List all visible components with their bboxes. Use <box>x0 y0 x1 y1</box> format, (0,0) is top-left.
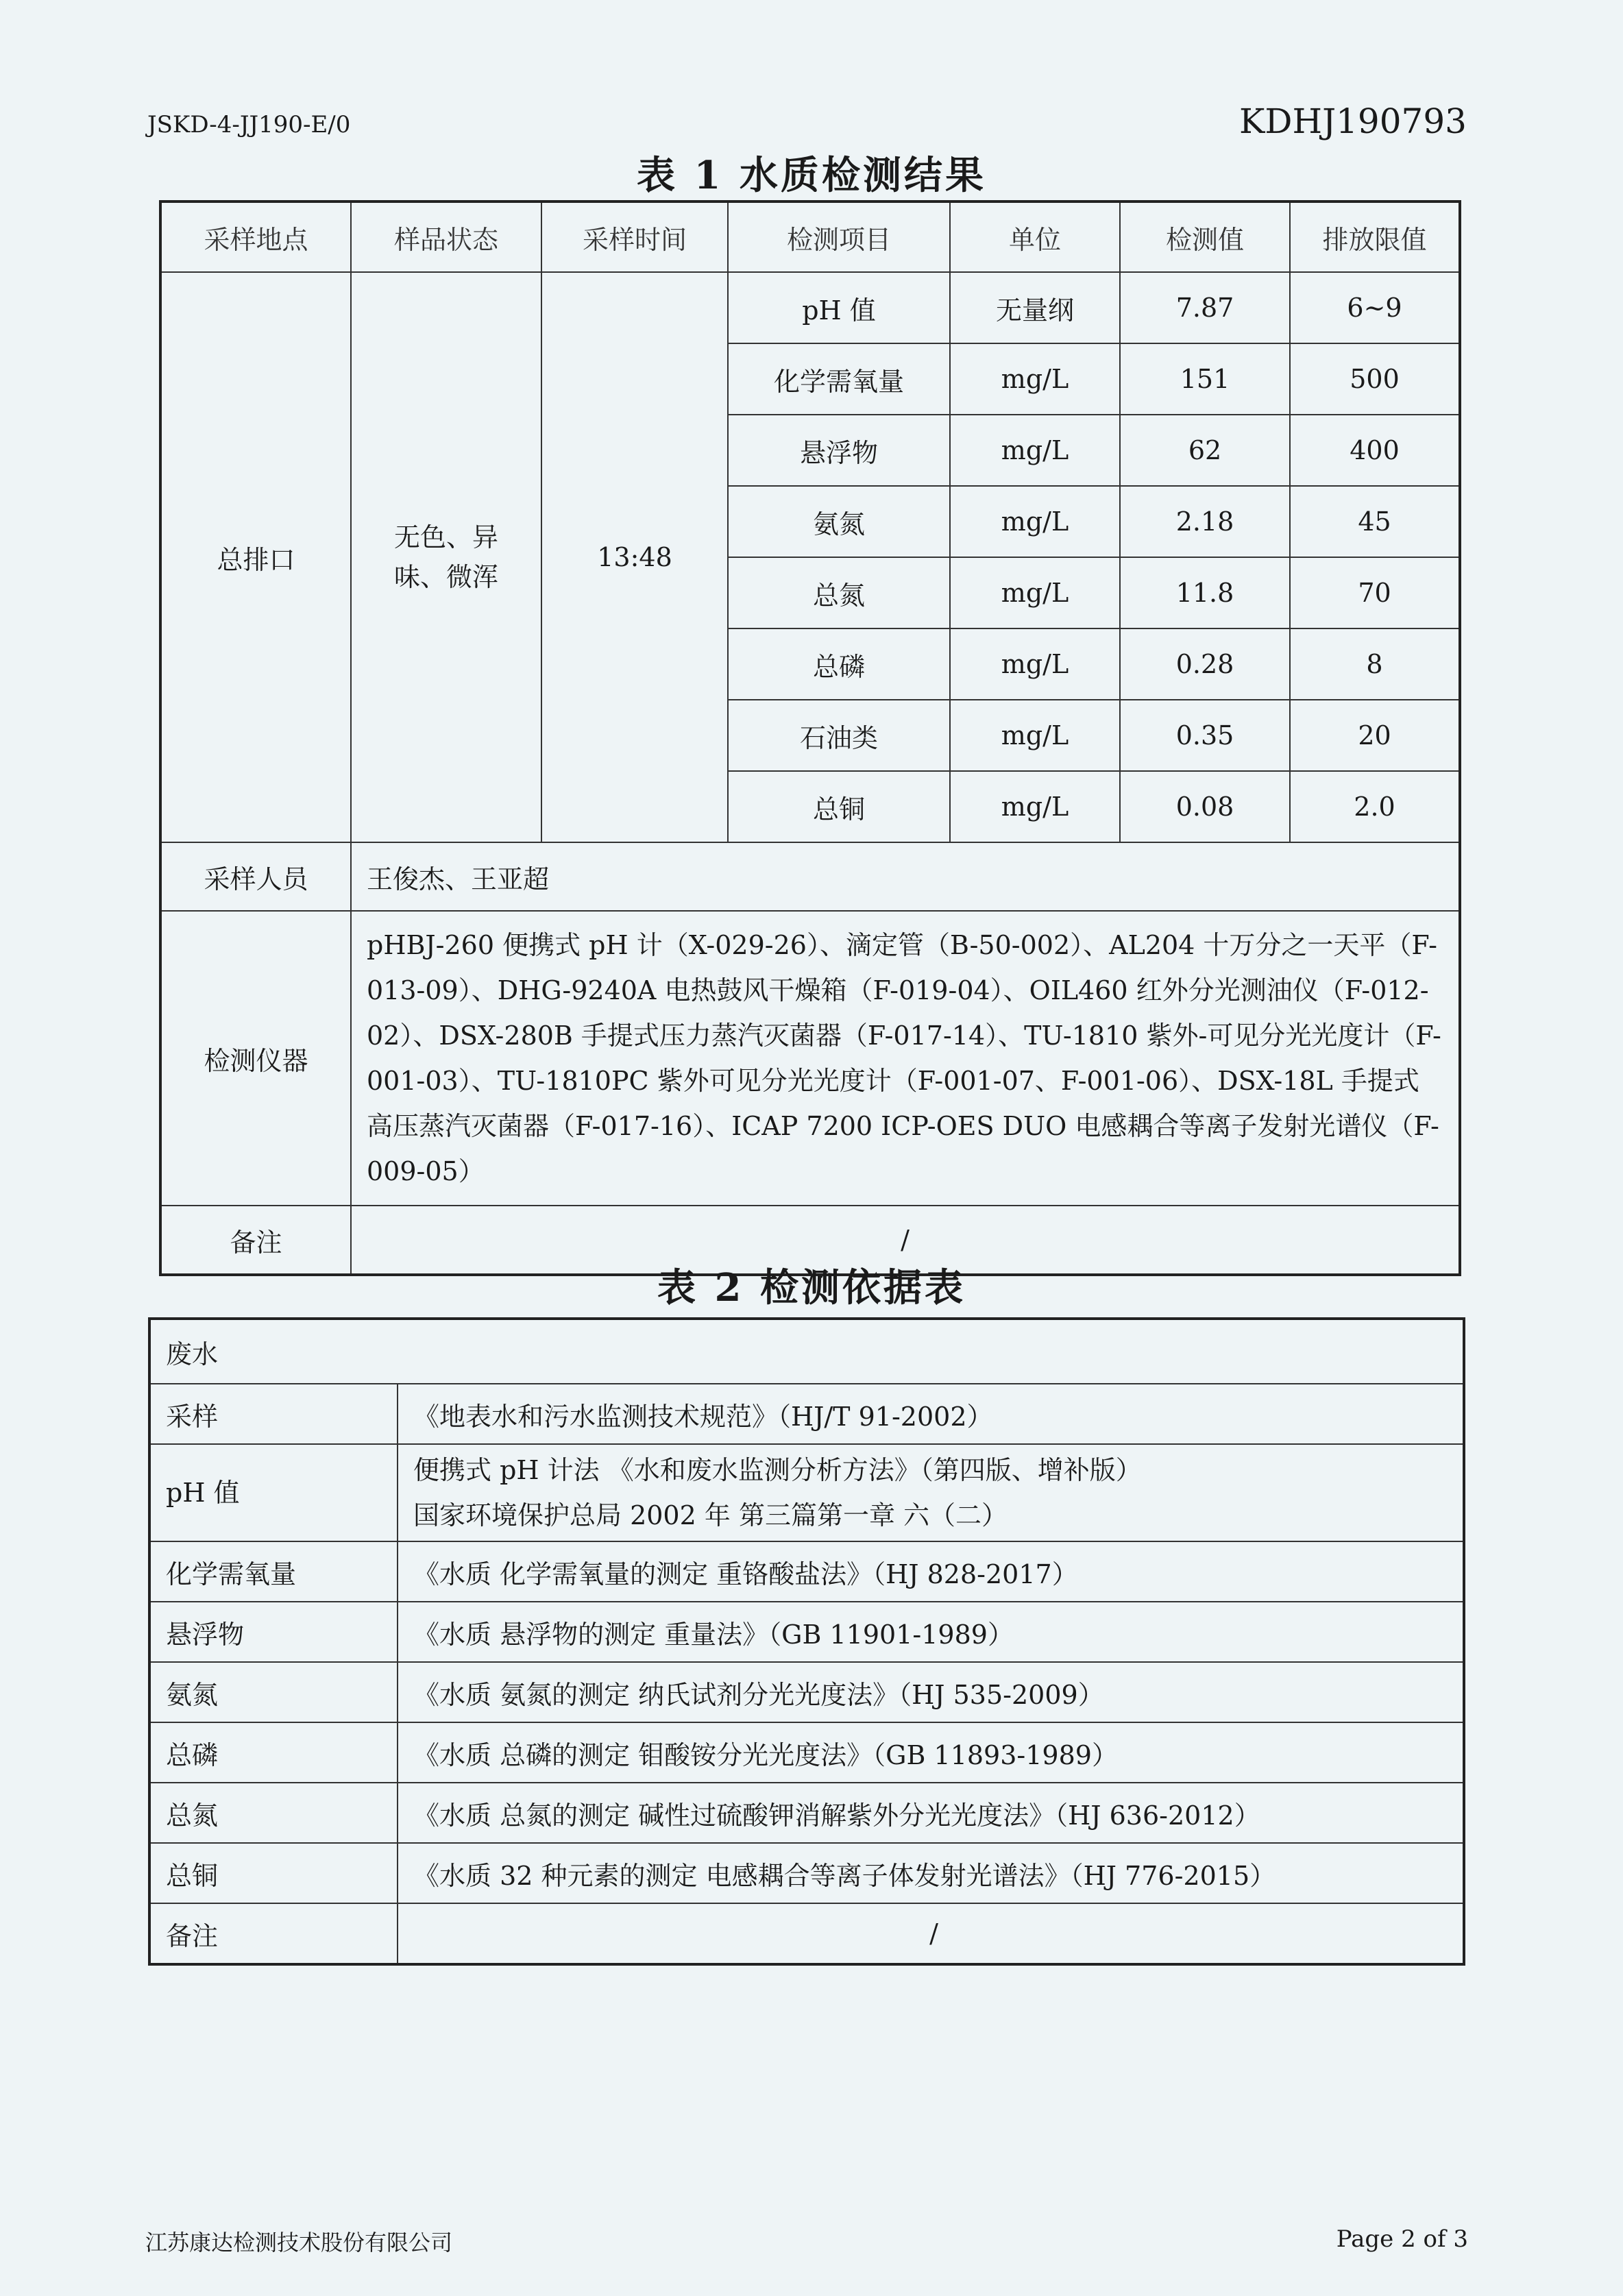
basis-standard: 《水质 总磷的测定 钼酸铵分光光度法》（GB 11893-1989） <box>398 1722 1464 1783</box>
unit: mg/L <box>950 343 1120 415</box>
limit-value: 6~9 <box>1290 272 1460 343</box>
test-value: 11.8 <box>1120 557 1290 628</box>
remark-label: 备注 <box>149 1903 398 1964</box>
unit: 无量纲 <box>950 272 1120 343</box>
column-header: 采样地点 <box>160 201 351 272</box>
unit: mg/L <box>950 486 1120 557</box>
instrument-value: pHBJ-260 便携式 pH 计（X-029-26）、滴定管（B-50-002）、AL204 十万分之一天平（F-013-09）、DHG-9240A 电热鼓风干燥箱（F-019-04）、OIL460 红外分光测油仪（F-012-02）、DSX-280B 手提式压力蒸汽灭菌器（F-017-14）、TU-1810 紫外-可见分光光度计（F-001-03）、TU-1810PC 紫外可见分光光度计（F-001-07、F-001-06）、DSX-18L 手提式高压蒸汽灭菌器（F-017-16）、ICAP 7200 ICP-OES DUO 电感耦合等离子发射光谱仪（F-009-05） <box>351 911 1460 1206</box>
footer-company: 江苏康达检测技术股份有限公司 <box>145 2230 453 2256</box>
page-number: Page 2 of 3 <box>1336 2225 1468 2253</box>
section-label: 废水 <box>149 1319 1464 1384</box>
limit-value: 45 <box>1290 486 1460 557</box>
limit-value: 400 <box>1290 415 1460 486</box>
unit: mg/L <box>950 557 1120 628</box>
sampler-row <box>160 842 1460 911</box>
test-value: 7.87 <box>1120 272 1290 343</box>
limit-value: 70 <box>1290 557 1460 628</box>
remark-label: 备注 <box>160 1206 351 1275</box>
remark-value: / <box>398 1903 1464 1964</box>
section-row <box>149 1319 1464 1384</box>
table-row <box>160 272 1460 343</box>
basis-line: 便携式 pH 计法 《水和废水监测分析方法》（第四版、增补版） <box>413 1455 1142 1485</box>
table2-title: 表 2 检测依据表 <box>657 1265 966 1310</box>
basis-name: 总氮 <box>149 1783 398 1843</box>
basis-name: 氨氮 <box>149 1662 398 1722</box>
table-row <box>149 1722 1464 1783</box>
table-row <box>149 1783 1464 1843</box>
test-value: 0.08 <box>1120 771 1290 842</box>
unit: mg/L <box>950 771 1120 842</box>
unit: mg/L <box>950 415 1120 486</box>
sampling-time: 13:48 <box>541 272 728 842</box>
column-header: 样品状态 <box>351 201 541 272</box>
limit-value: 8 <box>1290 628 1460 700</box>
limit-value: 500 <box>1290 343 1460 415</box>
basis-standard: 《地表水和污水监测技术规范》（HJ/T 91-2002） <box>398 1384 1464 1444</box>
basis-standard: 《水质 氨氮的测定 纳氏试剂分光光度法》（HJ 535-2009） <box>398 1662 1464 1722</box>
sampling-location: 总排口 <box>160 272 351 842</box>
test-value: 151 <box>1120 343 1290 415</box>
basis-name: pH 值 <box>149 1444 398 1541</box>
column-header: 检测项目 <box>728 201 950 272</box>
basis-name: 悬浮物 <box>149 1602 398 1662</box>
unit: mg/L <box>950 700 1120 771</box>
remark-value: / <box>351 1206 1460 1275</box>
table-row <box>149 1602 1464 1662</box>
column-header: 排放限值 <box>1290 201 1460 272</box>
basis-standard: 《水质 悬浮物的测定 重量法》（GB 11901-1989） <box>398 1602 1464 1662</box>
test-item: 化学需氧量 <box>728 343 950 415</box>
sample-state <box>351 272 541 842</box>
sample-state-text: 无色、异味、微浑 <box>393 522 498 592</box>
basis-name: 总磷 <box>149 1722 398 1783</box>
column-header: 检测值 <box>1120 201 1290 272</box>
basis-standard: 《水质 化学需氧量的测定 重铬酸盐法》（HJ 828-2017） <box>398 1541 1464 1602</box>
test-item: 悬浮物 <box>728 415 950 486</box>
basis-name: 总铜 <box>149 1843 398 1903</box>
test-basis-table <box>148 1317 1465 1966</box>
table1-title: 表 1 水质检测结果 <box>637 153 986 198</box>
water-quality-results-table <box>159 200 1461 1276</box>
basis-name: 采样 <box>149 1384 398 1444</box>
instrument-row <box>160 911 1460 1206</box>
column-header: 单位 <box>950 201 1120 272</box>
table-row <box>149 1541 1464 1602</box>
limit-value: 20 <box>1290 700 1460 771</box>
test-item: 总铜 <box>728 771 950 842</box>
basis-line: 国家环境保护总局 2002 年 第三篇第一章 六（二） <box>413 1500 1008 1530</box>
test-item: 总磷 <box>728 628 950 700</box>
limit-value: 2.0 <box>1290 771 1460 842</box>
table-row <box>149 1384 1464 1444</box>
report-number: KDHJ190793 <box>1239 101 1467 141</box>
table-row <box>149 1843 1464 1903</box>
document-code: JSKD-4-JJ190-E/0 <box>147 111 351 138</box>
table-header-row <box>160 201 1460 272</box>
test-value: 0.28 <box>1120 628 1290 700</box>
basis-standard: 《水质 总氮的测定 碱性过硫酸钾消解紫外分光光度法》（HJ 636-2012） <box>398 1783 1464 1843</box>
remark-row <box>149 1903 1464 1964</box>
test-item: pH 值 <box>728 272 950 343</box>
test-value: 62 <box>1120 415 1290 486</box>
basis-name: 化学需氧量 <box>149 1541 398 1602</box>
sampler-label: 采样人员 <box>160 842 351 911</box>
unit: mg/L <box>950 628 1120 700</box>
table-row <box>149 1662 1464 1722</box>
basis-standard: 《水质 32 种元素的测定 电感耦合等离子体发射光谱法》（HJ 776-2015） <box>398 1843 1464 1903</box>
test-value: 2.18 <box>1120 486 1290 557</box>
test-item: 总氮 <box>728 557 950 628</box>
table-row <box>149 1444 1464 1541</box>
test-item: 石油类 <box>728 700 950 771</box>
instrument-label: 检测仪器 <box>160 911 351 1206</box>
column-header: 采样时间 <box>541 201 728 272</box>
test-item: 氨氮 <box>728 486 950 557</box>
sampler-value: 王俊杰、王亚超 <box>351 842 1460 911</box>
test-value: 0.35 <box>1120 700 1290 771</box>
basis-standard <box>398 1444 1464 1541</box>
